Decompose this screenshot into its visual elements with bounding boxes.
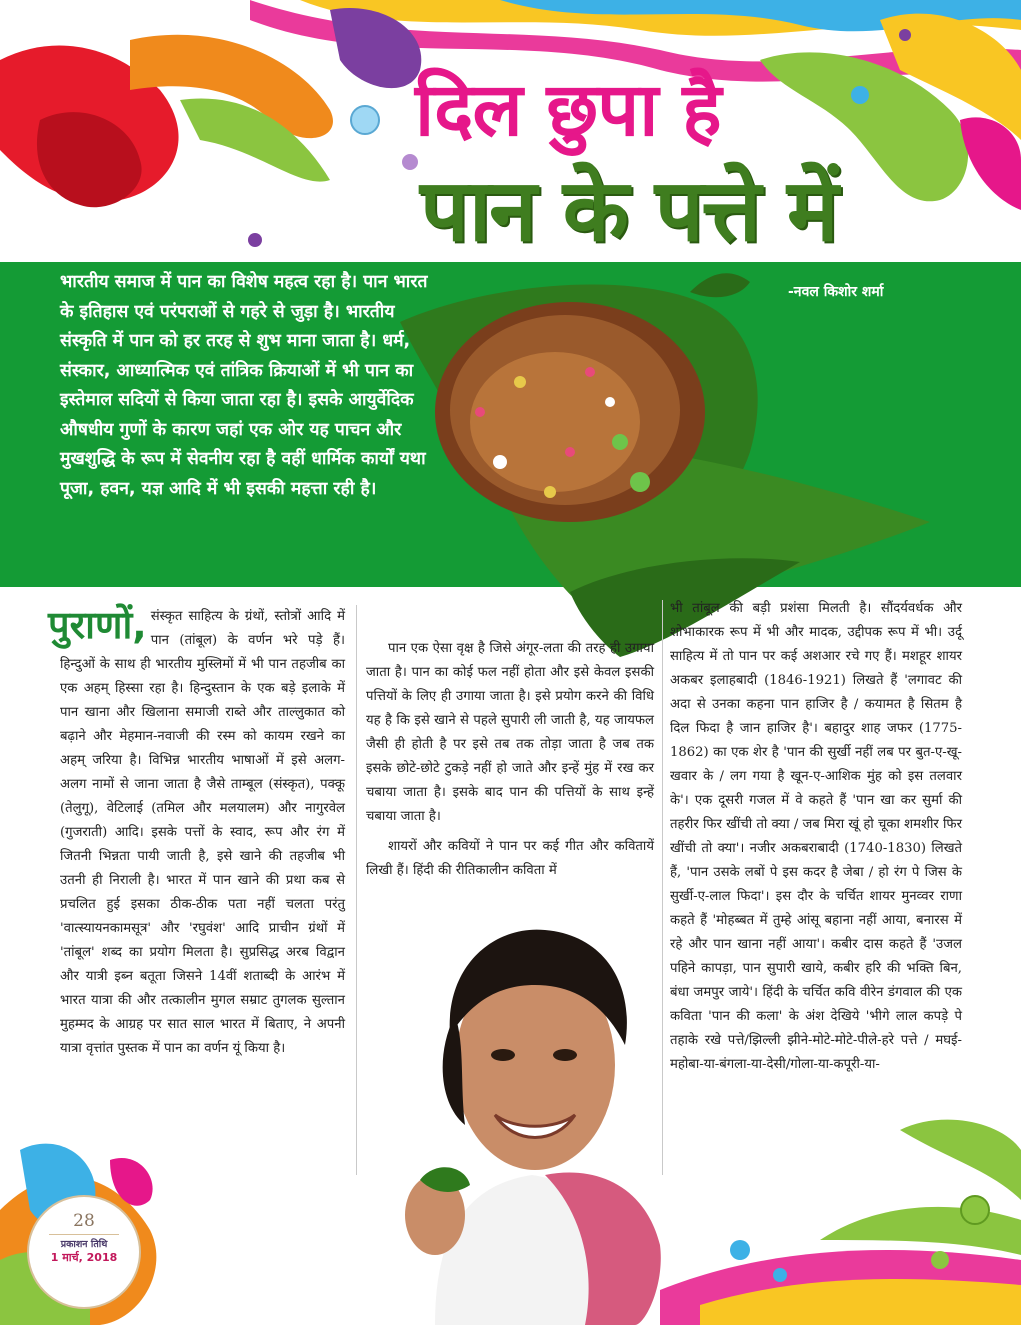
column-2-paragraph-2: शायरों और कवियों ने पान पर कई गीत और कवितायें लिखी हैं। हिंदी की रीतिकालीन कविता में [366, 839, 654, 878]
page-info-badge [27, 1195, 141, 1309]
publication-date-label: प्रकाशन तिथि [60, 1239, 108, 1250]
dropcap-word: पुराणों, [48, 603, 147, 647]
article-column-2 [366, 637, 654, 889]
publication-date: 1 मार्च, 2018 [50, 1251, 118, 1264]
article-column-3 [670, 597, 962, 1077]
headline-line-2: पान के पत्ते में [420, 161, 837, 261]
badge-divider [49, 1234, 119, 1235]
column-2-paragraph-1: पान एक ऐसा वृक्ष है जिसे अंगूर-लता की तरह ही उगाया जाता है। पान का कोई फल नहीं होता और इसे केवल इसकी पत्तियों के लिए ही उगाया जाता है। इसे प्रयोग करने की विधि यह है कि इसे खाने से पहले सुपारी ली जाती है, यह जायफल जैसी ही होती है पर इसे तब तक तोड़ा जाता है जब तक इसके छोटे-छोटे टुकड़े नहीं हो जाते और इन्हें मुंह में रख कर चबाया जाता है। इसके बाद पान की पत्तियों के साथ इन्हें चबाया जाता है। [366, 641, 654, 824]
author-byline: -नवल किशोर शर्मा [788, 284, 884, 300]
column-3-text: भी तांबूल की बड़ी प्रशंसा मिलती है। सौंदर्यवर्धक और शोभाकारक रूप में भी और मादक, उद्दीपक रूप में भी। उर्दू साहित्य में तो पान पर कई अशआर रचे गए हैं। मशहूर शायर अकबर इलाहबादी (1846-1921) लिखते हैं 'लगावट की अदा से उनका कहना पान हाजिर है / कयामत है सितम है दिल फिदा है जान हाजिर है'। बहादुर शाह जफर (1775-1862) का एक शेर है 'पान की सुर्खी नहीं लब पर बुत-ए-खू-खवार के / लग गया है खून-ए-आशिक मुंह को इस तलवार के'। एक दूसरी गजल में वे कहते हैं 'पान खा कर सुर्मा की तहरीर फिर खींची तो क्या / जब मिरा खूं हो चूका शमशीर फिर खींची तो क्या'। नजीर अकबराबादी (1740-1830) लिखते हैं, 'पान उसके लबों पे इस कदर है जेबा / हो रंग पे जिस के सुर्खी-ए-लाल फिदा'। इस दौर के चर्चित शायर मुनव्वर राणा कहते हैं 'मोहब्बत में तुम्हे आंसू बहाना नहीं आया, बनारस में रहे और पान खाना नहीं आया'। कबीर दास कहते हैं 'उजल पहिने कापड़ा, पान सुपारी खाये, कबीर हरि की भक्ति बिन, बंधा जमपुर जाये'। हिंदी के चर्चित कवि वीरेन डंगवाल की एक कविता 'पान की कला' के अंश देखिये 'भीगे लाल कपड़े पे तहाके रखे पत्ते/झिल्ली झीने-मोटे-मोटे-पीले-हरे पत्ते / मघई-महोबा-या-बंगला-या-देसी/गोला-या-कपूरी-या- [670, 601, 962, 1072]
column-1-text: संस्कृत साहित्य के ग्रंथों, स्तोत्रों आदि में पान (तांबूल) के वर्णन भरे पड़े हैं। हिन्दुओं के साथ ही भारतीय मुस्लिमों में भी पान तहजीब का एक अहम् हिस्सा रहा है। हिन्दुस्तान के एक बड़े इलाके में पान खाना और खिलाना समाजी राब्ते और ताल्लुकात को बढ़ाने और मेहमान-नवाजी की रस्म को कायम रखने का अहम् जरिया है। विभिन्न भारतीय भाषाओं में इसे अलग-अलग नामों से जाना जाता है जैसे ताम्बूल (संस्कृत), पक्कू (तेलुगू), वेटिलाई (तमिल और मलयालम) और नागुरवेल (गुजराती) आदि। इसके पत्तों के स्वाद, रूप और रंग में जितनी भिन्नता पायी जाती है, इसे खाने की तहजीब भी उतनी ही निराली है। भारत में पान खाने की प्रथा कब से प्रचलित हुई इसका ठीक-ठीक पता नहीं चलता परंतु 'वात्स्यायनकामसूत्र' और 'रघुवंश' आदि प्राचीन ग्रंथों में 'तांबूल' शब्द का प्रयोग मिलता है। सुप्रसिद्ध अरब विद्वान और यात्री इब्न बतूता जिसने 14वीं शताब्दी के आरंभ में भारत यात्रा की और तत्कालीन मुगल सम्राट तुगलक सुल्तान मुहम्मद के आग्रह पर सात साल भारत में बिताए, ने अपनी यात्रा वृत्तांत पुस्तक में पान का वर्णन यूं किया है। [60, 609, 345, 1056]
article-column-1 [48, 603, 345, 1061]
page-number: 28 [73, 1211, 95, 1231]
headline-line-1: दिल छुपा है [415, 67, 721, 153]
actor-portrait-image [395, 915, 670, 1325]
intro-paragraph: भारतीय समाज में पान का विशेष महत्व रहा है। पान भारत के इतिहास एवं परंपराओं से गहरे से जुड़ा है। भारतीय संस्कृति में पान को हर तरह से शुभ माना जाता है। धर्म, संस्कार, आध्यात्मिक एवं तांत्रिक क्रियाओं में भी पान का इस्तेमाल सदियों से किया जाता रहा है। इसके आयुर्वेदिक औषधीय गुणों के कारण जहां एक ओर यह पाचन और मुखशुद्धि के रूप में सेवनीय रहा है वहीं धार्मिक कार्यों यथा पूजा, हवन, यज्ञ आदि में भी इसकी महत्ता रही है। [60, 272, 428, 499]
